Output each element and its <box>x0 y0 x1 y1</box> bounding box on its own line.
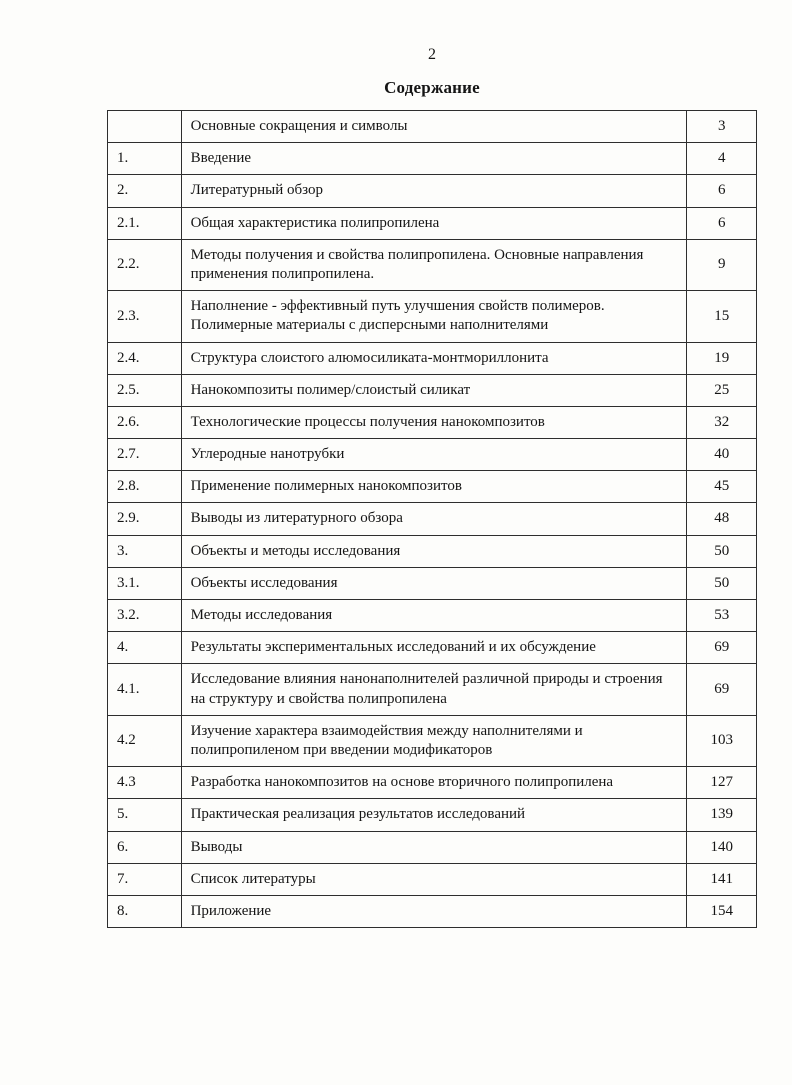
toc-row <box>108 406 757 438</box>
toc-row <box>108 439 757 471</box>
toc-title-cell: Исследование влияния нанонаполнителей различной природы и строения на структуру и свойства полипропилена <box>181 664 687 715</box>
toc-num-cell: 3.1. <box>108 567 182 599</box>
toc-title-cell: Методы исследования <box>181 600 687 632</box>
toc-page-cell: 9 <box>687 239 757 290</box>
toc-page-cell: 6 <box>687 175 757 207</box>
toc-page-cell: 4 <box>687 143 757 175</box>
toc-num-cell: 3. <box>108 535 182 567</box>
toc-num-cell: 2.6. <box>108 406 182 438</box>
toc-page-cell: 103 <box>687 715 757 766</box>
toc-page-cell: 69 <box>687 664 757 715</box>
toc-title-cell: Методы получения и свойства полипропилена. Основные направления применения полипропилена. <box>181 239 687 290</box>
toc-num-cell: 2.5. <box>108 374 182 406</box>
toc-title-cell: Углеродные нанотрубки <box>181 439 687 471</box>
toc-num-cell: 6. <box>108 831 182 863</box>
toc-page-cell: 32 <box>687 406 757 438</box>
toc-num-cell: 4. <box>108 632 182 664</box>
toc-title-cell: Общая характеристика полипропилена <box>181 207 687 239</box>
toc-page-cell: 40 <box>687 439 757 471</box>
toc-row <box>108 831 757 863</box>
toc-row <box>108 863 757 895</box>
toc-title-cell: Результаты экспериментальных исследований и их обсуждение <box>181 632 687 664</box>
toc-row <box>108 342 757 374</box>
toc-page-cell: 50 <box>687 567 757 599</box>
toc-num-cell: 1. <box>108 143 182 175</box>
toc-title-cell: Структура слоистого алюмосиликата-монтмориллонита <box>181 342 687 374</box>
toc-num-cell: 4.3 <box>108 767 182 799</box>
toc-row <box>108 239 757 290</box>
toc-num-cell: 8. <box>108 895 182 927</box>
toc-title-cell: Список литературы <box>181 863 687 895</box>
toc-table <box>107 110 757 928</box>
toc-row <box>108 600 757 632</box>
toc-title-cell: Основные сокращения и символы <box>181 111 687 143</box>
toc-num-cell: 4.2 <box>108 715 182 766</box>
toc-page-cell: 25 <box>687 374 757 406</box>
toc-row <box>108 207 757 239</box>
toc-page-cell: 3 <box>687 111 757 143</box>
toc-num-cell: 7. <box>108 863 182 895</box>
toc-num-cell: 2.7. <box>108 439 182 471</box>
toc-page-cell: 48 <box>687 503 757 535</box>
toc-row <box>108 567 757 599</box>
toc-title-cell: Разработка нанокомпозитов на основе вторичного полипропилена <box>181 767 687 799</box>
toc-row <box>108 664 757 715</box>
toc-title-cell: Практическая реализация результатов исследований <box>181 799 687 831</box>
toc-num-cell <box>108 111 182 143</box>
toc-num-cell: 2.9. <box>108 503 182 535</box>
toc-row <box>108 143 757 175</box>
toc-title-cell: Введение <box>181 143 687 175</box>
toc-page-cell: 53 <box>687 600 757 632</box>
toc-row <box>108 291 757 342</box>
toc-num-cell: 2.3. <box>108 291 182 342</box>
toc-num-cell: 2.4. <box>108 342 182 374</box>
toc-num-cell: 2.1. <box>108 207 182 239</box>
toc-title-cell: Наполнение - эффективный путь улучшения свойств полимеров. Полимерные материалы с дисперсными наполнителями <box>181 291 687 342</box>
page-number: 2 <box>428 46 436 63</box>
toc-num-cell: 5. <box>108 799 182 831</box>
toc-num-cell: 2.8. <box>108 471 182 503</box>
toc-page-cell: 19 <box>687 342 757 374</box>
toc-row <box>108 503 757 535</box>
toc-page-cell: 15 <box>687 291 757 342</box>
toc-row <box>108 535 757 567</box>
toc-row <box>108 715 757 766</box>
toc-title-cell: Приложение <box>181 895 687 927</box>
toc-page-cell: 139 <box>687 799 757 831</box>
toc-row <box>108 471 757 503</box>
toc-page-cell: 45 <box>687 471 757 503</box>
toc-page-cell: 69 <box>687 632 757 664</box>
toc-title-cell: Объекты исследования <box>181 567 687 599</box>
page-title: Содержание <box>384 78 480 97</box>
toc-num-cell: 3.2. <box>108 600 182 632</box>
toc-row <box>108 799 757 831</box>
toc-row <box>108 111 757 143</box>
toc-row <box>108 632 757 664</box>
toc-title-cell: Изучение характера взаимодействия между наполнителями и полипропиленом при введении модификаторов <box>181 715 687 766</box>
toc-title-cell: Выводы из литературного обзора <box>181 503 687 535</box>
toc-page-cell: 127 <box>687 767 757 799</box>
toc-title-cell: Технологические процессы получения нанокомпозитов <box>181 406 687 438</box>
toc-title-cell: Литературный обзор <box>181 175 687 207</box>
toc-title-cell: Применение полимерных нанокомпозитов <box>181 471 687 503</box>
toc-title-cell: Объекты и методы исследования <box>181 535 687 567</box>
toc-title-cell: Выводы <box>181 831 687 863</box>
toc-row <box>108 895 757 927</box>
toc-row <box>108 175 757 207</box>
toc-table-body <box>108 111 757 928</box>
toc-row <box>108 374 757 406</box>
toc-page-cell: 50 <box>687 535 757 567</box>
toc-num-cell: 2.2. <box>108 239 182 290</box>
toc-row <box>108 767 757 799</box>
toc-page-cell: 154 <box>687 895 757 927</box>
toc-title-cell: Нанокомпозиты полимер/слоистый силикат <box>181 374 687 406</box>
toc-page-cell: 6 <box>687 207 757 239</box>
toc-page-cell: 140 <box>687 831 757 863</box>
toc-num-cell: 4.1. <box>108 664 182 715</box>
toc-num-cell: 2. <box>108 175 182 207</box>
toc-page-cell: 141 <box>687 863 757 895</box>
